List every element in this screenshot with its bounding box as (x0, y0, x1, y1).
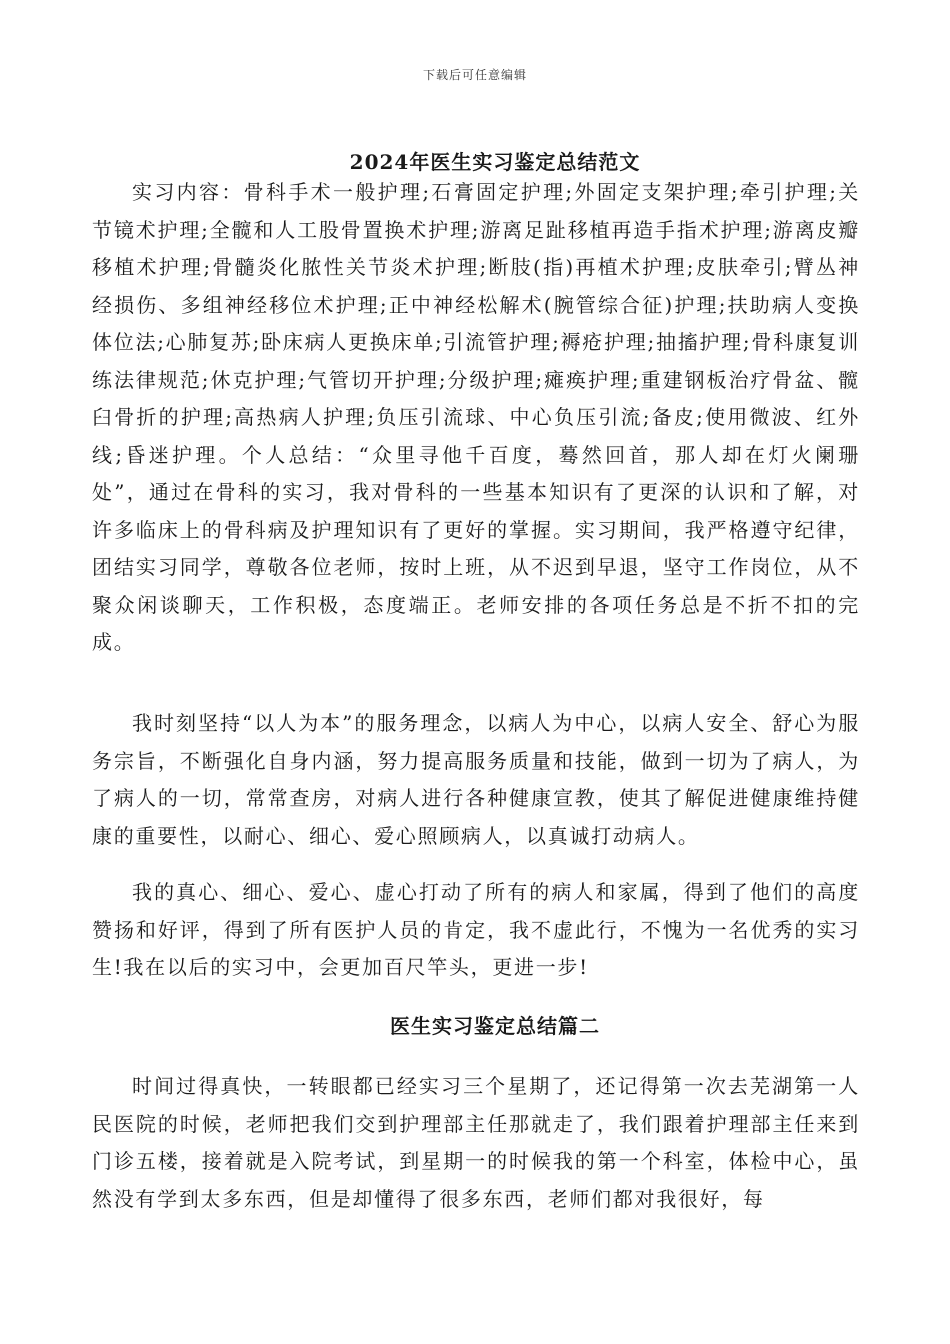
paragraph-internship-content: 实习内容：骨科手术一般护理;石膏固定护理;外固定支架护理;牵引护理;关节镜术护理;全髋和人工股骨置换术护理;游离足趾移植再造手指术护理;游离皮瓣移植术护理;骨髓炎化脓性关节炎术护理;断肢(指)再植术护理;皮肤牵引;臂丛神经损伤、多组神经移位术护理;正中神经松解术(腕管综合征)护理;扶助病人变换体位法;心肺复苏;卧床病人更换床单;引流管护理;褥疮护理;抽搐护理;骨科康复训练法律规范;休克护理;气管切开护理;分级护理;瘫痪护理;重建钢板治疗骨盆、髋臼骨折的护理;高热病人护理;负压引流球、中心负压引流;备皮;使用微波、红外线;昏迷护理。个人总结：“众里寻他千百度，蓦然回首，那人却在灯火阑珊处”，通过在骨科的实习，我对骨科的一些基本知识有了更深的认识和了解，对许多临床上的骨科病及护理知识有了更好的掌握。实习期间，我严格遵守纪律，团结实习同学，尊敬各位老师，按时上班，从不迟到早退，坚守工作岗位，从不聚众闲谈聊天，工作积极，态度端正。老师安排的各项任务总是不折不扣的完成。 (92, 180, 860, 654)
paragraph-conclusion: 我的真心、细心、爱心、虚心打动了所有的病人和家属，得到了他们的高度赞扬和好评，得到了所有医护人员的肯定，我不虚此行，不愧为一名优秀的实习生!我在以后的实习中，会更加百尺竿头，更进一步! (92, 880, 860, 979)
document-title: 2024年医生实习鉴定总结范文 (349, 150, 641, 174)
paragraph-service-philosophy: 我时刻坚持“以人为本”的服务理念，以病人为中心，以病人安全、舒心为服务宗旨，不断强化自身内涵，努力提高服务质量和技能，做到一切为了病人，为了病人的一切，常常查房，对病人进行各种健康宣教，使其了解促进健康维持健康的重要性，以耐心、细心、爱心照顾病人，以真诚打动病人。 (92, 711, 860, 848)
paragraph-section2: 时间过得真快，一转眼都已经实习三个星期了，还记得第一次去芜湖第一人民医院的时候，老师把我们交到护理部主任那就走了，我们跟着护理部主任来到门诊五楼，接着就是入院考试，到星期一的时候我的第一个科室，体检中心，虽然没有学到太多东西，但是却懂得了很多东西，老师们都对我很好，每 (92, 1074, 860, 1211)
header-note: 下载后可任意编辑 (422, 68, 527, 82)
section-title: 医生实习鉴定总结篇二 (390, 1014, 600, 1038)
